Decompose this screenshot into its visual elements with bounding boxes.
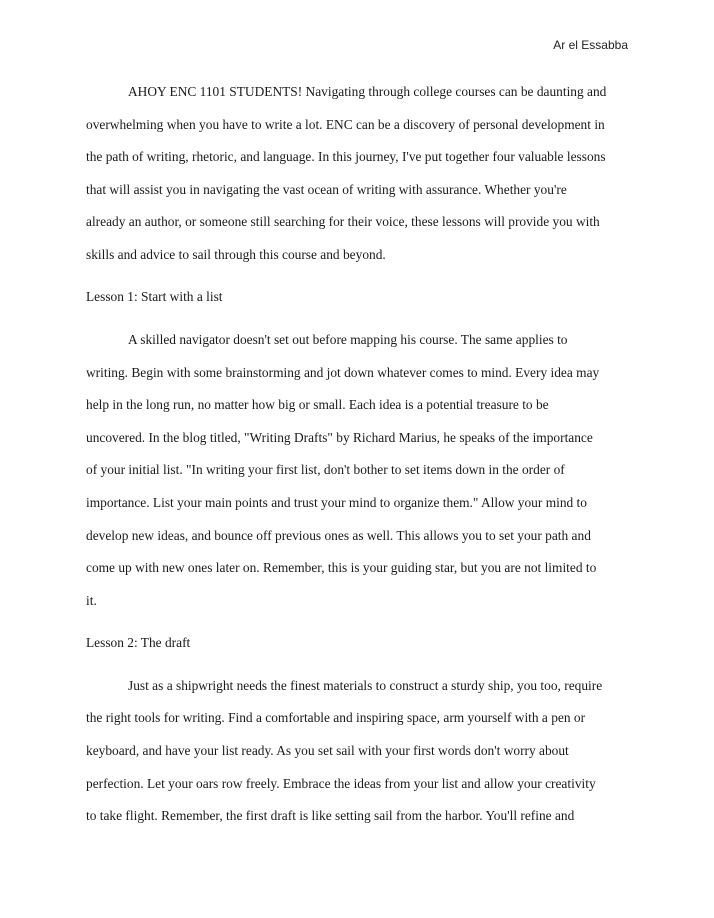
lesson-2-paragraph	[86, 675, 646, 838]
paragraph-line: it.	[86, 592, 97, 608]
intro-paragraph	[86, 81, 646, 286]
paragraph-line: Just as a shipwright needs the finest materials to construct a sturdy ship, you too, require	[128, 677, 603, 693]
paragraph-line: come up with new ones later on. Remember, this is your guiding star, but you are not limited to	[86, 560, 597, 576]
lesson-2-heading: Lesson 2: The draft	[86, 635, 191, 651]
lesson-1-heading: Lesson 1: Start with a list	[86, 289, 223, 305]
document-body	[86, 81, 646, 838]
paragraph-line: help in the long run, no matter how big or small. Each idea is a potential treasure to be	[86, 397, 549, 413]
paragraph-line: to take flight. Remember, the first draft is like setting sail from the harbor. You'll refine and	[86, 808, 575, 824]
paragraph-line: the path of writing, rhetoric, and language. In this journey, I've put together four valuable lessons	[86, 149, 606, 165]
paragraph-line: develop new ideas, and bounce off previous ones as well. This allows you to set your path and	[86, 527, 591, 543]
lesson-1-paragraph	[86, 329, 646, 632]
paragraph-line: overwhelming when you have to write a lot. ENC can be a discovery of personal development in	[86, 116, 605, 132]
paragraph-line: keyboard, and have your list ready. As you set sail with your first words don't worry about	[86, 742, 569, 758]
paragraph-line: writing. Begin with some brainstorming and jot down whatever comes to mind. Every idea may	[86, 364, 600, 380]
paragraph-line: the right tools for writing. Find a comfortable and inspiring space, arm yourself with a pen or	[86, 710, 586, 726]
paragraph-line: importance. List your main points and trust your mind to organize them." Allow your mind to	[86, 494, 587, 510]
paragraph-line: AHOY ENC 1101 STUDENTS! Navigating through college courses can be daunting and	[128, 84, 607, 99]
paragraph-line: that will assist you in navigating the vast ocean of writing with assurance. Whether you're	[86, 181, 567, 197]
paragraph-line: already an author, or someone still searching for their voice, these lessons will provide you with	[86, 214, 600, 230]
paragraph-line: perfection. Let your oars row freely. Embrace the ideas from your list and allow your creativity	[86, 775, 596, 791]
paragraph-line: uncovered. In the blog titled, "Writing Drafts" by Richard Marius, he speaks of the importance	[86, 429, 593, 445]
paragraph-line: A skilled navigator doesn't set out before mapping his course. The same applies to	[128, 331, 568, 347]
paragraph-line: of your initial list. "In writing your first list, don't bother to set items down in the order of	[86, 462, 565, 478]
header-author-name: Ar el Essabba	[553, 38, 628, 52]
paragraph-line: skills and advice to sail through this course and beyond.	[86, 246, 386, 262]
